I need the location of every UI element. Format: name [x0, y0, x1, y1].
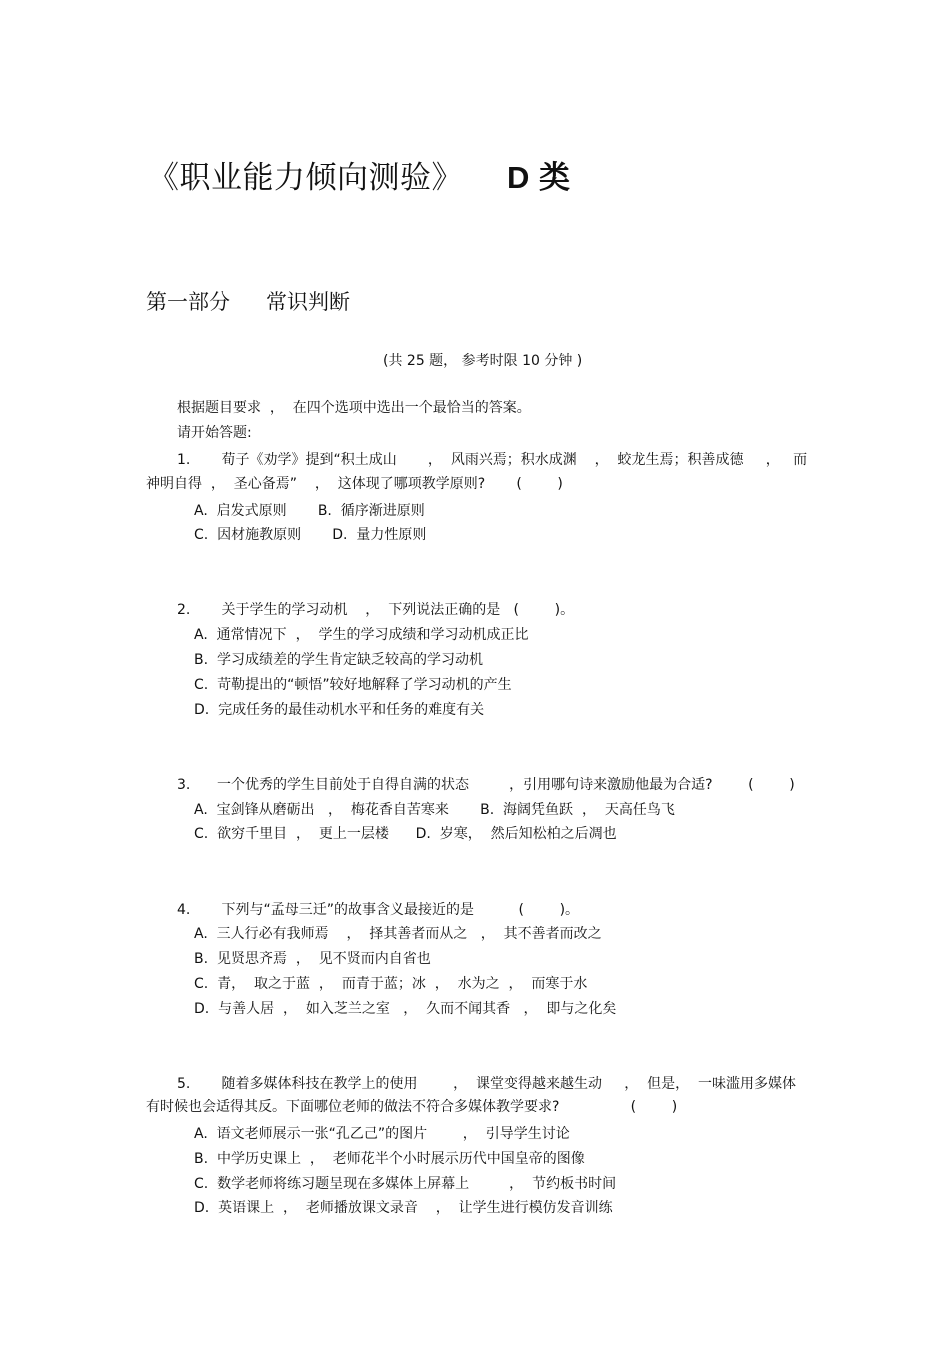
question-5-option-c: C. 数学老师将练习题呈现在多媒体上屏幕上 ， 节约板书时间 — [194, 1176, 617, 1192]
question-1-options-cd: C. 因材施教原则 D. 量力性原则 — [194, 527, 427, 543]
question-1-line-1: 1. 荀子《劝学》提到“积土成山 ， 风雨兴焉；积水成渊 ， 蛟龙生焉；积善成德 ， 而 — [177, 452, 808, 468]
question-4-option-a: A. 三人行必有我师焉 ， 择其善者而从之 ， 其不善者而改之 — [194, 926, 602, 942]
title-main: 《职业能力倾向测验》 — [148, 160, 463, 196]
section-heading — [146, 286, 350, 316]
question-2-option-d: D. 完成任务的最佳动机水平和任务的难度有关 — [194, 702, 485, 718]
question-5-option-a: A. 语文老师展示一张“孔乙己”的图片 ， 引导学生讨论 — [194, 1126, 570, 1142]
question-2-option-a: A. 通常情况下 ， 学生的学习成绩和学习动机成正比 — [194, 627, 529, 643]
question-2-stem: 2. 关于学生的学习动机 ， 下列说法正确的是 ( )。 — [177, 602, 575, 618]
question-5-option-b: B. 中学历史课上 ， 老师花半个小时展示历代中国皇帝的图像 — [194, 1151, 585, 1167]
instruction-text: 根据题目要求 ， 在四个选项中选出一个最恰当的答案。 — [177, 400, 531, 416]
question-3-options-ab: A. 宝剑锋从磨砺出 ， 梅花香自苦寒来 B. 海阔凭鱼跃 ， 天高任鸟飞 — [194, 802, 675, 818]
question-4-option-b: B. 见贤思齐焉 ， 见不贤而内自省也 — [194, 951, 431, 967]
question-1-line-2: 神明自得 ， 圣心备焉” ， 这体现了哪项教学原则? ( ) — [146, 476, 563, 492]
time-note: (共 25 题， 参考时限 10 分钟 ) — [383, 353, 583, 369]
section-part: 第一部分 — [146, 290, 230, 314]
question-5-line-1: 5. 随着多媒体科技在教学上的使用 ， 课堂变得越来越生动 ， 但是， 一味滥用多媒体 — [177, 1076, 797, 1092]
question-5-line-2: 有时候也会适得其反。下面哪位老师的做法不符合多媒体教学要求? ( ) — [146, 1099, 678, 1115]
question-2-option-c: C. 苛勒提出的“顿悟”较好地解释了学习动机的产生 — [194, 677, 512, 693]
question-4-stem: 4. 下列与“孟母三迁”的故事含义最接近的是 ( )。 — [177, 902, 580, 918]
question-1-options-ab: A. 启发式原则 B. 循序渐进原则 — [194, 503, 425, 519]
question-3-stem: 3. 一个优秀的学生目前处于自得自满的状态 ，引用哪句诗来激励他最为合适? ( ) — [177, 777, 795, 793]
section-name: 常识判断 — [266, 290, 350, 314]
question-3-options-cd: C. 欲穷千里目 ， 更上一层楼 D. 岁寒， 然后知松柏之后凋也 — [194, 826, 617, 842]
instruction-start: 请开始答题: — [177, 425, 252, 441]
question-4-option-d: D. 与善人居 ， 如入芝兰之室 ， 久而不闻其香 ， 即与之化矣 — [194, 1001, 617, 1017]
question-5-option-d: D. 英语课上 ， 老师播放课文录音 ， 让学生进行模仿发音训练 — [194, 1200, 613, 1216]
question-2-option-b: B. 学习成绩差的学生肯定缺乏较高的学习动机 — [194, 652, 483, 668]
title-class: D 类 — [507, 160, 571, 195]
question-4-option-c: C. 青， 取之于蓝 ， 而青于蓝；冰 ， 水为之 ， 而寒于水 — [194, 976, 588, 992]
document-title — [148, 152, 571, 197]
